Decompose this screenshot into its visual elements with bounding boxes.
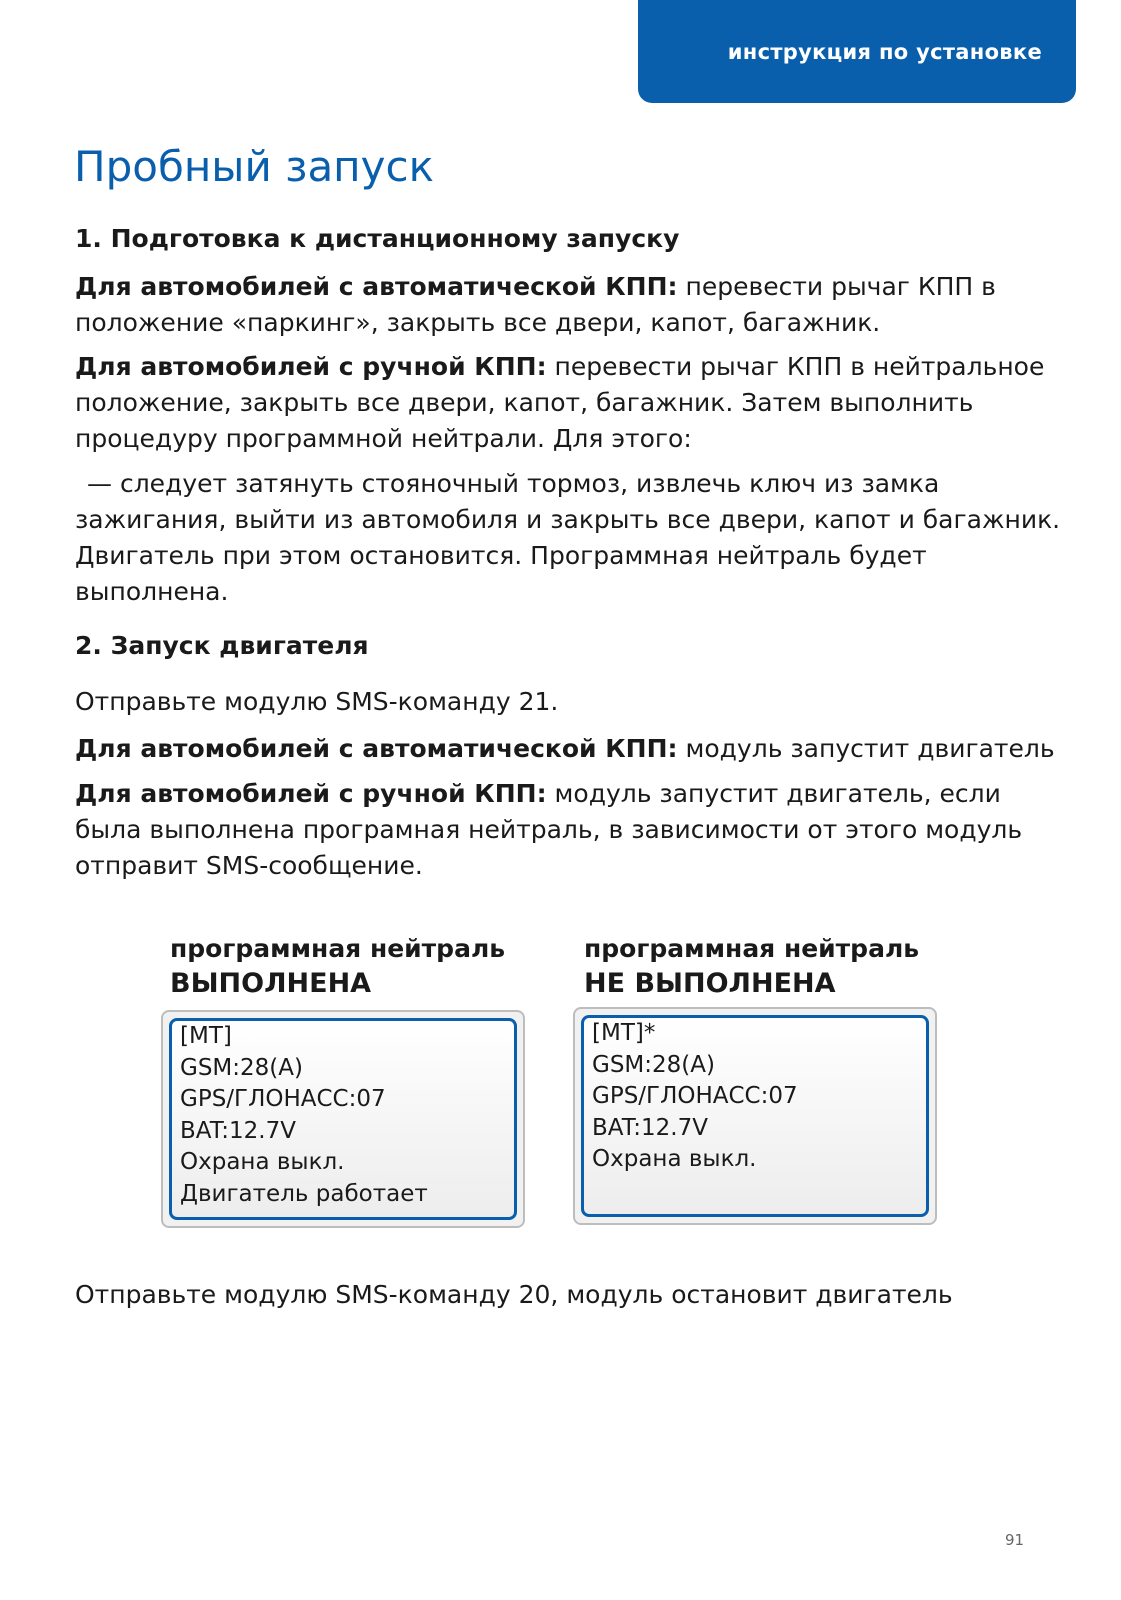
screen-caption-done-bottom: ВЫПОЛНЕНА — [170, 968, 372, 999]
section1-step-paragraph — [75, 466, 1065, 610]
sms-screen-done-display — [169, 1018, 517, 1220]
screen-caption-done-top: программная нейтраль — [170, 934, 506, 963]
section2-auto-paragraph — [75, 731, 1065, 767]
screen-caption-not-done-top: программная нейтраль — [584, 934, 920, 963]
screen-caption-not-done — [584, 931, 919, 1001]
section1-heading: 1. Подготовка к дистанционному запуску — [75, 224, 680, 253]
sms-line: GPS/ГЛОНАСС:07 — [180, 1086, 386, 1112]
section2-manual-paragraph — [75, 776, 1065, 884]
page-number: 91 — [1005, 1531, 1025, 1549]
sms-line: [MT]* — [592, 1020, 656, 1046]
sms-line: GPS/ГЛОНАСС:07 — [592, 1083, 798, 1109]
section1-manual-paragraph — [75, 349, 1065, 457]
sms-line: Двигатель работает — [180, 1180, 428, 1207]
section2-manual-text: модуль запустит двигатель, если была выполнена програмная нейтраль, в зависимости от этого модуль отправит SMS-сообщение. — [75, 779, 1023, 880]
section1-auto-paragraph — [75, 269, 1065, 341]
sms-line: Охрана выкл. — [180, 1149, 345, 1175]
section-tab — [638, 0, 1076, 103]
sms-screen-not-done — [573, 1007, 937, 1225]
sms-line: GSM:28(A) — [180, 1054, 303, 1081]
section1-step-text: — следует затянуть стояночный тормоз, извлечь ключ из замка зажигания, выйти из автомобиля и закрыть все двери, капот и багажник. Двигатель при этом остановится. Программная нейтраль будет выполнена. — [75, 469, 1061, 606]
section2-heading: 2. Запуск двигателя — [75, 631, 369, 660]
section-tab-label: инструкция по установке — [727, 40, 1042, 64]
section2-manual-label: Для автомобилей с ручной КПП: — [75, 779, 547, 808]
sms-line: Охрана выкл. — [592, 1146, 757, 1172]
send-stop-text: Отправьте модулю SMS-команду 20, модуль остановит двигатель — [75, 1280, 953, 1309]
section2-auto-label: Для автомобилей с автоматической КПП: — [75, 734, 678, 763]
sms-screen-not-done-display — [581, 1015, 929, 1217]
page-title: Пробный запуск — [74, 142, 434, 191]
sms-line: BAT:12.7V — [180, 1117, 296, 1144]
sms-line: [MT] — [180, 1023, 232, 1049]
section1-manual-text: перевести рычаг КПП в нейтральное положение, закрыть все двери, капот, багажник. Затем выполнить процедуру программной нейтрали. Для этого: — [75, 352, 1045, 453]
sms-line: GSM:28(A) — [592, 1051, 715, 1078]
send-start-text: Отправьте модулю SMS-команду 21. — [75, 687, 559, 716]
sms-line: BAT:12.7V — [592, 1114, 708, 1141]
section1-auto-text: перевести рычаг КПП в положение «паркинг», закрыть все двери, капот, багажник. — [75, 272, 996, 337]
screen-caption-not-done-bottom: НЕ ВЫПОЛНЕНА — [584, 968, 836, 999]
screen-caption-done — [170, 931, 505, 1001]
section2-auto-text: модуль запустит двигатель — [677, 734, 1055, 763]
section1-manual-label: Для автомобилей с ручной КПП: — [75, 352, 547, 381]
sms-screen-done — [161, 1010, 525, 1228]
section1-auto-label: Для автомобилей с автоматической КПП: — [75, 272, 678, 301]
